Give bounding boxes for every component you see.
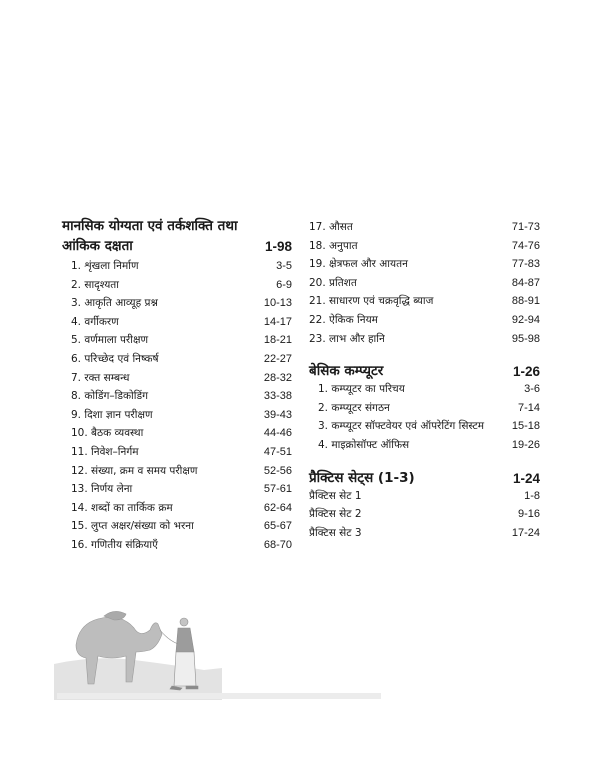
toc-entry[interactable] (62, 257, 292, 276)
section-heading-reasoning[interactable] (62, 218, 292, 255)
entry-label: 4. माइक्रोसॉफ्ट ऑफिस (318, 438, 410, 451)
practice-set-list (309, 487, 540, 543)
entry-label: 11. निवेश–निर्गम (71, 445, 139, 458)
toc-entry[interactable] (309, 524, 540, 543)
toc-entry[interactable] (62, 331, 292, 350)
section-title-line2: आंकिक दक्षता (62, 238, 133, 254)
entry-label: प्रैक्टिस सेट 2 (309, 508, 362, 521)
entry-pages: 68-70 (263, 538, 292, 551)
entry-pages: 6-9 (276, 278, 292, 291)
entry-label: 17. औसत (309, 221, 353, 233)
entry-pages: 44-46 (263, 427, 292, 440)
entry-label: 20. प्रतिशत (309, 276, 357, 289)
toc-entry[interactable] (62, 536, 292, 555)
entry-label: 12. संख्या, क्रम व समय परीक्षण (71, 464, 198, 477)
section-title: प्रैक्टिस सेट्स (1-3) (309, 469, 415, 486)
toc-entry[interactable] (62, 443, 292, 462)
entry-pages: 71-73 (511, 221, 540, 233)
toc-entry[interactable] (62, 424, 292, 443)
entry-pages: 84-87 (511, 276, 540, 289)
toc-entry[interactable] (62, 294, 292, 313)
entry-pages: 28-32 (263, 371, 292, 384)
entry-pages: 92-94 (511, 313, 540, 326)
footer-band (57, 693, 381, 699)
entry-label: 1. कम्प्यूटर का परिचय (318, 383, 405, 396)
toc-entry[interactable] (62, 462, 292, 481)
toc-entry[interactable] (62, 369, 292, 388)
entry-pages: 47-51 (263, 445, 292, 458)
toc-entry[interactable] (62, 387, 292, 406)
entry-pages: 57-61 (263, 483, 292, 496)
section-pages: 1-98 (264, 239, 292, 254)
entry-label: 1. शृंखला निर्माण (71, 260, 139, 272)
entry-label: 7. रक्त सम्बन्ध (71, 371, 130, 384)
toc-entry[interactable] (309, 487, 540, 506)
toc-entry[interactable] (309, 417, 540, 436)
entry-label: 4. वर्गीकरण (71, 315, 119, 328)
entry-label: प्रैक्टिस सेट 1 (309, 489, 362, 502)
entry-pages: 19-26 (511, 438, 540, 451)
toc-entry[interactable] (62, 480, 292, 499)
entry-pages: 65-67 (263, 520, 292, 533)
toc-entry[interactable] (62, 406, 292, 425)
entry-label: 18. अनुपात (309, 239, 358, 252)
entry-label: 14. शब्दों का तार्किक क्रम (71, 501, 173, 514)
toc-entry[interactable] (309, 436, 540, 455)
entry-label: 23. लाभ और हानि (309, 332, 385, 345)
toc-entry[interactable] (309, 330, 540, 349)
entry-pages: 95-98 (511, 332, 540, 345)
computer-chapter-list (309, 380, 540, 454)
entry-label: 19. क्षेत्रफल और आयतन (309, 258, 408, 271)
section-heading-computer[interactable] (309, 363, 540, 380)
chapter-list (62, 257, 292, 555)
toc-entry[interactable] (62, 499, 292, 518)
entry-label: 15. लुप्त अक्षर/संख्या को भरना (71, 520, 194, 533)
camel-and-man-illustration (54, 600, 224, 700)
section-pages: 1-26 (512, 364, 540, 380)
entry-label: 10. बैठक व्यवस्था (71, 427, 144, 440)
entry-label: 2. कम्प्यूटर संगठन (318, 401, 390, 414)
entry-pages: 62-64 (263, 501, 292, 514)
entry-pages: 52-56 (263, 464, 292, 477)
entry-label: 3. आकृति आव्यूह प्रश्न (71, 297, 158, 310)
toc-entry[interactable] (309, 292, 540, 311)
toc-right-column (309, 218, 540, 542)
entry-pages: 3-5 (276, 260, 292, 272)
entry-pages: 10-13 (263, 297, 292, 310)
entry-label: 5. वर्णमाला परीक्षण (71, 334, 149, 347)
entry-pages: 9-16 (517, 508, 540, 521)
toc-entry[interactable] (309, 311, 540, 330)
toc-entry[interactable] (309, 505, 540, 524)
entry-label: 13. निर्णय लेना (71, 483, 133, 496)
section-title-line1: मानसिक योग्यता एवं तर्कशक्ति तथा (62, 218, 238, 234)
section-heading-practice[interactable] (309, 470, 540, 487)
toc-entry[interactable] (309, 255, 540, 274)
toc-entry[interactable] (62, 517, 292, 536)
entry-pages: 22-27 (263, 352, 292, 365)
entry-label: 9. दिशा ज्ञान परीक्षण (71, 408, 153, 421)
section-title: बेसिक कम्प्यूटर (309, 363, 384, 380)
entry-label: 3. कम्प्यूटर सॉफ्टवेयर एवं ऑपरेटिंग सिस्टम (318, 420, 485, 433)
toc-entry[interactable] (62, 313, 292, 332)
toc-entry[interactable] (309, 274, 540, 293)
toc-entry[interactable] (309, 237, 540, 256)
entry-pages: 1-8 (524, 489, 540, 502)
entry-pages: 74-76 (511, 239, 540, 252)
entry-label: 21. साधारण एवं चक्रवृद्धि ब्याज (309, 295, 434, 308)
entry-pages: 17-24 (511, 526, 540, 539)
toc-entry[interactable] (309, 218, 540, 237)
entry-pages: 39-43 (263, 408, 292, 421)
entry-label: 8. कोडिंग–डिकोडिंग (71, 390, 149, 403)
entry-label: 2. सादृश्यता (71, 278, 120, 291)
entry-pages: 15-18 (511, 420, 540, 433)
entry-label: प्रैक्टिस सेट 3 (309, 526, 362, 539)
toc-entry[interactable] (309, 399, 540, 418)
entry-pages: 18-21 (263, 334, 292, 347)
entry-label: 16. गणितीय संक्रियाएँ (71, 538, 158, 551)
toc-entry[interactable] (309, 380, 540, 399)
toc-entry[interactable] (62, 350, 292, 369)
entry-pages: 7-14 (517, 401, 540, 414)
chapter-list-continued (309, 218, 540, 348)
entry-pages: 3-6 (524, 383, 540, 396)
entry-label: 22. ऐकिक नियम (309, 313, 378, 326)
entry-pages: 88-91 (511, 295, 540, 308)
entry-pages: 14-17 (263, 315, 292, 328)
entry-pages: 77-83 (511, 258, 540, 271)
section-pages: 1-24 (512, 470, 540, 486)
toc-entry[interactable] (62, 276, 292, 295)
entry-label: 6. परिच्छेद एवं निष्कर्ष (71, 352, 159, 365)
toc-left-column (62, 218, 292, 555)
entry-pages: 33-38 (263, 390, 292, 403)
